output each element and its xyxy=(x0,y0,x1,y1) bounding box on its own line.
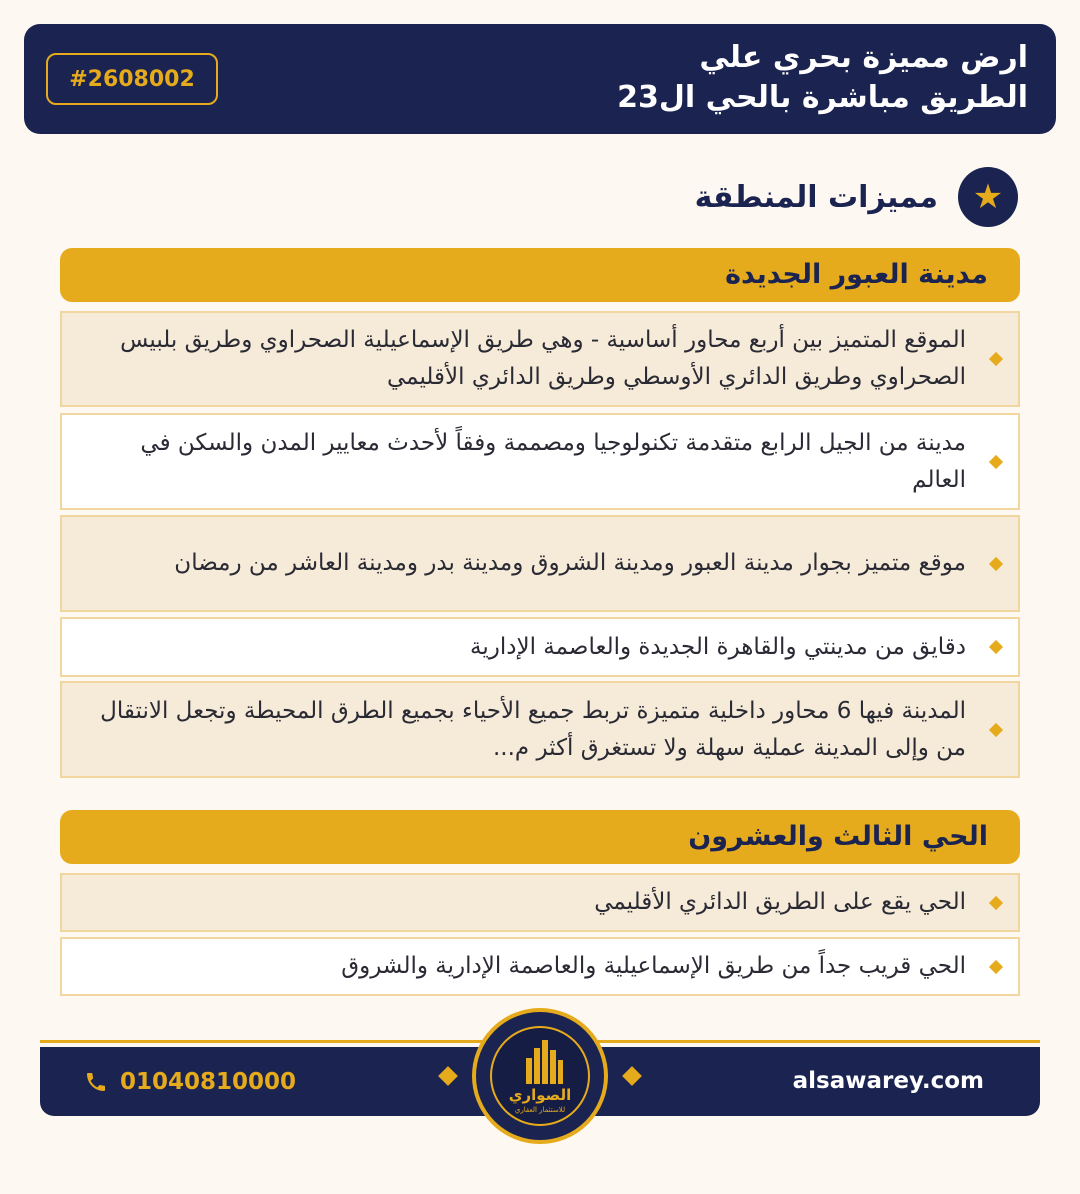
page-title-line1: ارض مميزة بحري علي xyxy=(699,40,1028,75)
phone-number: 01040810000 xyxy=(120,1068,297,1095)
page-title-line2: الطريق مباشرة بالحي ال23 xyxy=(617,80,1028,115)
group-title-obour: مدينة العبور الجديدة xyxy=(60,248,1020,302)
brand-logo-inner xyxy=(490,1026,590,1126)
list-item-text: المدينة فيها 6 محاور داخلية متميزة تربط جميع الأحياء بجميع الطرق المحيطة وتجعل الانتقال من وإلى المدينة عملية سهلة ولا تستغرق أكثر م... xyxy=(100,697,966,761)
diamond-bullet-icon xyxy=(989,895,1003,909)
phone-icon xyxy=(84,1070,108,1094)
list-item xyxy=(60,617,1020,677)
list-item xyxy=(60,873,1020,932)
brand-logo-subtitle: للاستثمار العقاري xyxy=(514,1106,566,1114)
star-icon: ★ xyxy=(958,167,1018,227)
diamond-bullet-icon xyxy=(989,722,1003,736)
phone-contact[interactable] xyxy=(84,1047,296,1116)
brand-logo xyxy=(472,1008,608,1144)
page-title xyxy=(617,38,1028,118)
list-item xyxy=(60,311,1020,407)
building-icon xyxy=(492,1028,590,1088)
list-item-text: الحي قريب جداً من طريق الإسماعيلية والعاصمة الإدارية والشروق xyxy=(341,953,966,979)
list-item xyxy=(60,681,1020,778)
diamond-bullet-icon xyxy=(989,352,1003,366)
diamond-bullet-icon xyxy=(989,454,1003,468)
diamond-bullet-icon xyxy=(989,959,1003,973)
list-item-text: الموقع المتميز بين أربع محاور أساسية - وهي طريق الإسماعيلية الصحراوي وطريق بلبيس الصحراوي وطريق الدائري الأوسطي وطريق الدائري الأقليمي xyxy=(120,327,966,390)
list-item xyxy=(60,413,1020,510)
header-banner xyxy=(24,24,1056,134)
list-item-text: دقايق من مدينتي والقاهرة الجديدة والعاصمة الإدارية xyxy=(470,633,966,660)
list-item-text: مدينة من الجيل الرابع متقدمة تكنولوجيا ومصممة وفقاً لأحدث معايير المدن والسكن في العالم xyxy=(140,429,966,493)
listing-id-badge: #2608002 xyxy=(46,53,218,105)
section-header xyxy=(695,167,1018,227)
list-item-text: الحي يقع على الطريق الدائري الأقليمي xyxy=(594,889,966,915)
list-item xyxy=(60,515,1020,612)
diamond-bullet-icon xyxy=(989,556,1003,570)
section-title: مميزات المنطقة xyxy=(694,179,938,215)
group-title-district-23: الحي الثالث والعشرون xyxy=(60,810,1020,864)
diamond-bullet-icon xyxy=(989,640,1003,654)
website-link[interactable]: alsawarey.com xyxy=(792,1068,984,1094)
brand-logo-name: الصواري xyxy=(508,1086,572,1104)
list-item xyxy=(60,937,1020,996)
list-item-text: موقع متميز بجوار مدينة العبور ومدينة الشروق ومدينة بدر ومدينة العاشر من رمضان xyxy=(174,550,966,576)
